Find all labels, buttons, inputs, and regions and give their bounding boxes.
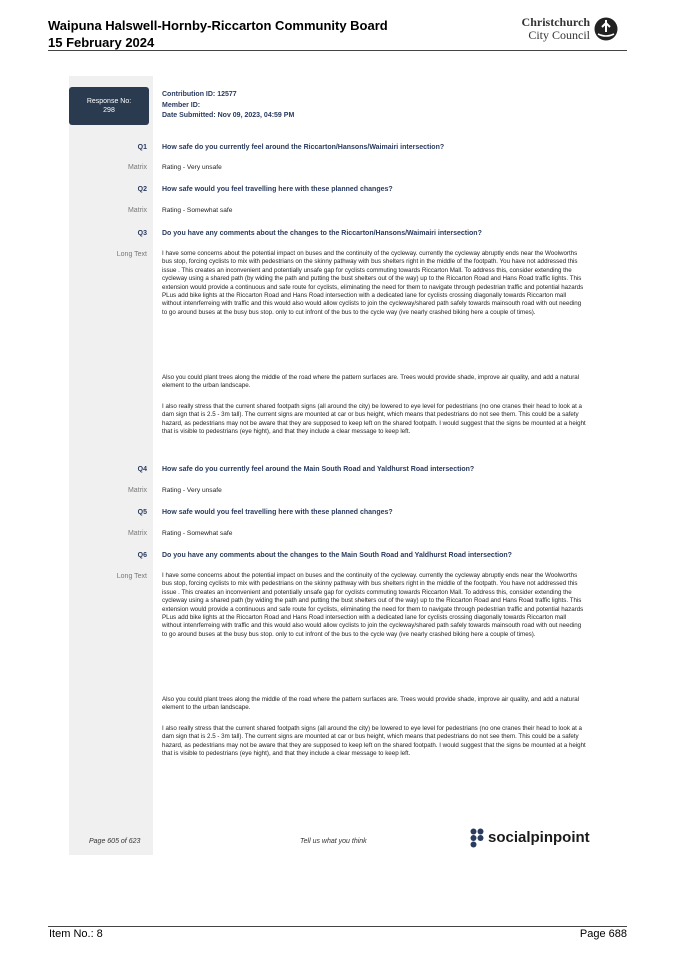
q1-question: How safe do you currently feel around the Riccarton/Hansons/Waimairi intersection? [162,144,445,151]
q4-question: How safe do you currently feel around the Main South Road and Yaldhurst Road intersection? [162,466,475,473]
date-submitted: Date Submitted: Nov 09, 2023, 04:59 PM [162,112,295,119]
a5-answer: Rating - Somewhat safe [162,530,233,537]
a2-answer: Rating - Somewhat safe [162,207,233,214]
q6-label: Q6 [137,552,147,559]
header-rule [48,50,627,51]
a3-type: Long Text [116,251,147,258]
contribution-id: Contribution ID: 12577 [162,91,237,98]
a6-paragraph-1: I have some concerns about the potential impact on buses and the continuity of the cycleway. currently the cycleway abruptly ends near the Woolworths bus stop, forcing cyclists to mix with pedestrians on the skinny pathway with bus shelters right in the middle of the footpath. You have not addressed this issue . This creates an inconvenient and potentially unsafe gap for cyclists commuting towards Riccarton Mall. To address this, consider extending the cycleway using a shared path (by widing the path and putting the bust shelters out of the way) up to the Riccarton Road and Hans Road traffic lights. This extension would provide a continuous and safe route for cyclists, eliminating the need for them to navigate through pedestrian traffic and potential hazards PLus add bike lights at the Riccarton Road and Hans Road intersection with a dedicated lane for cyclists crossing diagonally towards Riccarton mall without intenrferreing with traffic and this would also would allow cyclists to join the cycleway/shared path safely towards mainsouth road with out needing to go around buses at the busy bus stop. only to cut infront of the bus to the cycle way (ive nearly crashed biking here a couple of times). [162,572,584,638]
page-number: Page 688 [579,928,627,940]
q3-question: Do you have any comments about the changes to the Riccarton/Hansons/Waimairi intersection? [162,230,482,237]
a1-answer: Rating - Very unsafe [162,164,222,171]
council-logo [514,16,618,44]
a3-paragraph-3: I also really stress that the current shared footpath signs (all around the city) be lowered to eye level for pedestrians (no one cranes their head to look at a dam sign that is 2.5 - 3m tall). The current signs are mounted at car or bus height, which means that pedestrians do not see them. This could be a safety hazard, as pedestrians may not be aware that they are supposed to keep left on the shared footpath. I would suggest that the signs be mounted at a height that is visible to pedestrians (eye hight), and that they include a clear message to keep left. [162,403,586,436]
a3-paragraph-1: I have some concerns about the potential impact on buses and the continuity of the cycleway. currently the cycleway abruptly ends near the Woolworths bus stop, forcing cyclists to mix with pedestrians on the skinny pathway with bus shelters right in the middle of the footpath. You have not addressed this issue . This creates an inconvenient and potentially unsafe gap for cyclists commuting towards Riccarton Mall. To address this, consider extending the cycleway using a shared path (by widing the path and putting the bust shelters out of the way) up to the Riccarton Road and Hans Road traffic lights. This extension would provide a continuous and safe route for cyclists, eliminating the need for them to navigate through pedestrian traffic and potential hazards PLus add bike lights at the Riccarton Road and Hans Road intersection with a dedicated lane for cyclists crossing diagonally towards Riccarton mall without intenrferreing with traffic and this would also would allow cyclists to join the cycleway/shared path safely towards mainsouth road with out needing to go around buses at the busy bus stop. only to cut infront of the bus to the cycle way (ive nearly crashed biking here a couple of times). [162,250,584,316]
item-number: Item No.: 8 [49,928,103,940]
footer-rule [48,926,627,927]
member-id: Member ID: [162,101,201,109]
a6-type: Long Text [116,573,147,580]
a4-type: Matrix [127,487,147,494]
a1-type: Matrix [127,164,147,171]
a2-type: Matrix [127,207,147,214]
a3-paragraph-2: Also you could plant trees along the middle of the road where the pattern surfaces are. Trees would provide shade, improve air quality, and add a natural element to the urban landscape. [162,374,580,390]
response-label: Response No: [86,98,132,105]
report-tagline: Tell us what you think [300,838,367,845]
q2-label: Q2 [137,186,147,193]
a6-paragraph-2: Also you could plant trees along the middle of the road where the pattern surfaces are. Trees would provide shade, improve air quality, and add a natural element to the urban landscape. [162,696,580,712]
q5-question: How safe would you feel travelling here with these planned changes? [162,509,393,516]
document-header-title [48,17,388,51]
report-page-number: Page 605 of 623 [89,838,141,845]
socialpinpoint-wordmark: socialpinpoint [488,829,590,846]
council-emblem-icon [594,17,618,41]
response-number: 298 [103,107,115,114]
q2-question: How safe would you feel travelling here with these planned changes? [162,186,393,193]
a5-type: Matrix [127,530,147,537]
q3-label: Q3 [137,230,147,237]
council-logo-text [522,16,590,41]
logo-line-2: City Council [528,27,590,42]
socialpinpoint-mark-icon [470,828,484,848]
committee-name: Waipuna Halswell-Hornby-Riccarton Community Board [48,18,388,33]
meeting-date: 15 February 2024 [48,35,155,50]
response-number-badge [69,87,149,125]
response-meta [162,90,294,122]
logo-line-1: Christchurch [521,15,590,29]
q4-label: Q4 [137,466,147,473]
q5-label: Q5 [137,509,147,516]
a6-paragraph-3: I also really stress that the current shared footpath signs (all around the city) be lowered to eye level for pedestrians (no one cranes their head to look at a dam sign that is 2.5 - 3m tall). The current signs are mounted at car or bus height, which means that pedestrians do not see them. This could be a safety hazard, as pedestrians may not be aware that they are supposed to keep left on the shared footpath. I would suggest that the signs be mounted at a height that is visible to pedestrians (eye hight), and that they include a clear message to keep left. [162,725,586,758]
a4-answer: Rating - Very unsafe [162,487,222,494]
q1-label: Q1 [137,144,147,151]
q6-question: Do you have any comments about the changes to the Main South Road and Yaldhurst Road intersection? [162,552,512,559]
